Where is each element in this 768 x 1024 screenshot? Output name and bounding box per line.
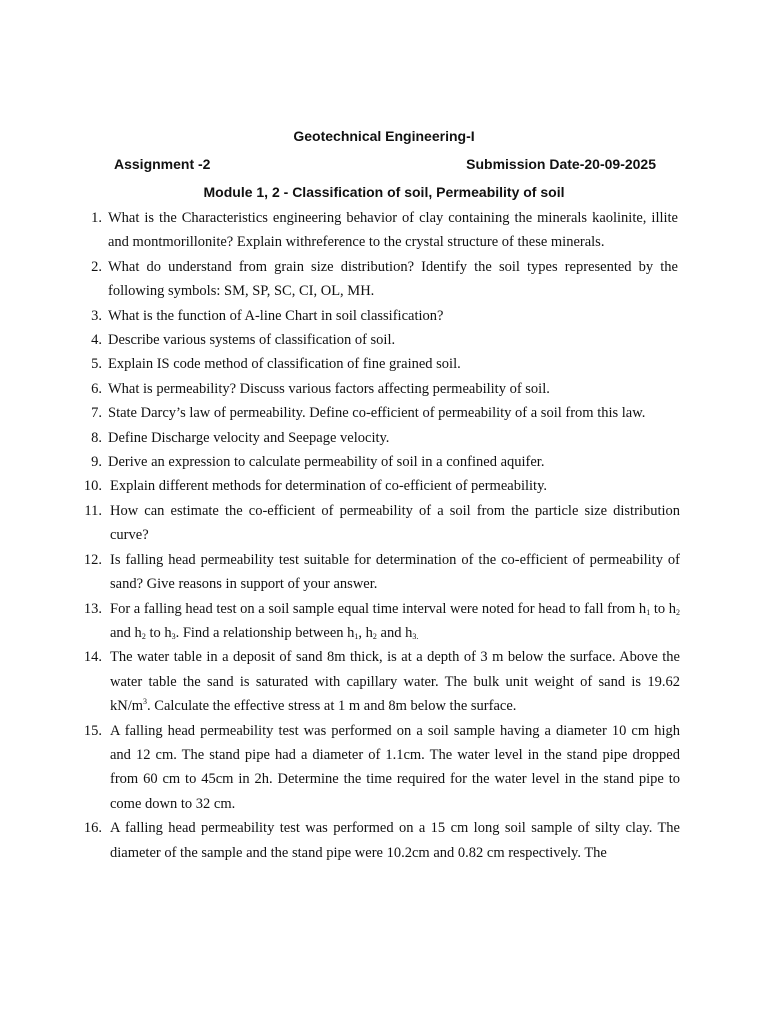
assignment-label: Assignment -2 [114, 156, 211, 172]
question-text: A falling head permeability test was performed on a soil sample having a diameter 10 cm high and 12 cm. The stand pipe had a diameter of 1.1cm. The water level in the stand pipe dropped from 60 cm to 45cm in 2h. Determine the time required for the water level in the stand pipe to come down to 32 cm. [110, 722, 680, 812]
question-number: 13. [83, 600, 102, 617]
question-text: How can estimate the co-efficient of permeability of a soil from the particle size distribution curve? [110, 502, 680, 544]
submission-date: Submission Date-20-09-2025 [466, 156, 656, 172]
text-run: and h [376, 624, 413, 641]
assignment-row [114, 156, 656, 172]
text-run: . Find a relationship between h [175, 624, 355, 641]
superscript: 3 [143, 697, 148, 707]
module-title: Module 1, 2 - Classification of soil, Permeability of soil [203, 184, 565, 200]
subscript: 3. [412, 631, 419, 641]
question-item [0, 401, 768, 425]
text-run: , h [358, 624, 373, 641]
question-item [0, 377, 768, 401]
question-item [0, 255, 768, 304]
question-item [0, 548, 768, 597]
question-text: Describe various systems of classification of soil. [108, 332, 396, 349]
subscript: 2 [141, 631, 146, 641]
question-number: 5. [91, 356, 102, 373]
question-number: 12. [83, 551, 102, 568]
question-item [0, 304, 768, 328]
subscript: 1 [354, 631, 359, 641]
question-text: What is the Characteristics engineering behavior of clay containing the minerals kaolinite, illite and montmorillonite? Explain withreference to the crystal structure of these minerals. [108, 210, 678, 251]
question-number: 11. [84, 502, 102, 519]
question-number: 16. [83, 820, 102, 837]
question-text: A falling head permeability test was performed on a 15 cm long soil sample of silty clay. The diameter of the sample and the stand pipe were 10.2cm and 0.82 cm respectively. The [110, 820, 680, 861]
question-item [0, 474, 768, 498]
question-text: Explain IS code method of classification of fine grained soil. [108, 356, 461, 373]
question-text: Derive an expression to calculate permeability of soil in a confined aquifer. [108, 454, 545, 471]
text-run: The water table in a deposit of sand 8m thick, is at a depth of 3 m below the surface. Above the water table the sand is saturated with capillary water. The bulk unit weight of sand is 19.62 kN/m [110, 649, 680, 715]
question-text: Is falling head permeability test suitable for determination of the co-efficient of permeability of sand? Give reasons in support of your answer. [110, 551, 680, 593]
question-number: 1. [91, 210, 102, 226]
question-number: 9. [91, 454, 102, 471]
text-run: For a falling head test on a soil sample equal time interval were noted for head to fall from h [110, 600, 647, 617]
question-text [110, 597, 680, 646]
question-text: State Darcy’s law of permeability. Define co-efficient of permeability of a soil from this law. [108, 405, 646, 422]
question-number: 15. [83, 722, 102, 739]
question-item [0, 352, 768, 376]
question-item [0, 450, 768, 474]
subscript: 3 [171, 631, 176, 641]
question-text: What is the function of A-line Chart in soil classification? [108, 307, 444, 324]
subscript: 2 [676, 607, 680, 617]
course-title: Geotechnical Engineering-I [293, 128, 475, 144]
question-item [0, 426, 768, 450]
question-number: 4. [91, 332, 102, 349]
question-text: What do understand from grain size distribution? Identify the soil types represented by the following symbols: SM, SP, SC, CI, OL, MH. [108, 258, 678, 300]
question-text: Explain different methods for determination of co-efficient of permeability. [110, 478, 547, 495]
question-number: 2. [91, 258, 102, 275]
question-number: 10. [83, 478, 102, 495]
question-text [110, 645, 680, 718]
question-item [0, 206, 768, 255]
question-number: 14. [83, 649, 102, 666]
text-run: and h [110, 624, 142, 641]
question-item [0, 328, 768, 352]
question-item [0, 645, 768, 718]
subscript: 2 [372, 631, 377, 641]
question-text: What is permeability? Discuss various factors affecting permeability of soil. [108, 380, 550, 397]
question-list [0, 206, 768, 865]
question-number: 7. [91, 405, 102, 422]
question-item [0, 597, 768, 646]
question-item [0, 719, 768, 817]
text-run: to h [145, 624, 172, 641]
text-run: to h [650, 600, 676, 617]
subscript: 1 [646, 607, 651, 617]
question-item [0, 816, 768, 865]
question-number: 6. [91, 380, 102, 397]
question-number: 8. [91, 429, 102, 446]
question-text: Define Discharge velocity and Seepage velocity. [108, 429, 390, 446]
question-item [0, 499, 768, 548]
text-run: . Calculate the effective stress at 1 m and 8m below the surface. [147, 698, 517, 715]
question-number: 3. [91, 307, 102, 324]
